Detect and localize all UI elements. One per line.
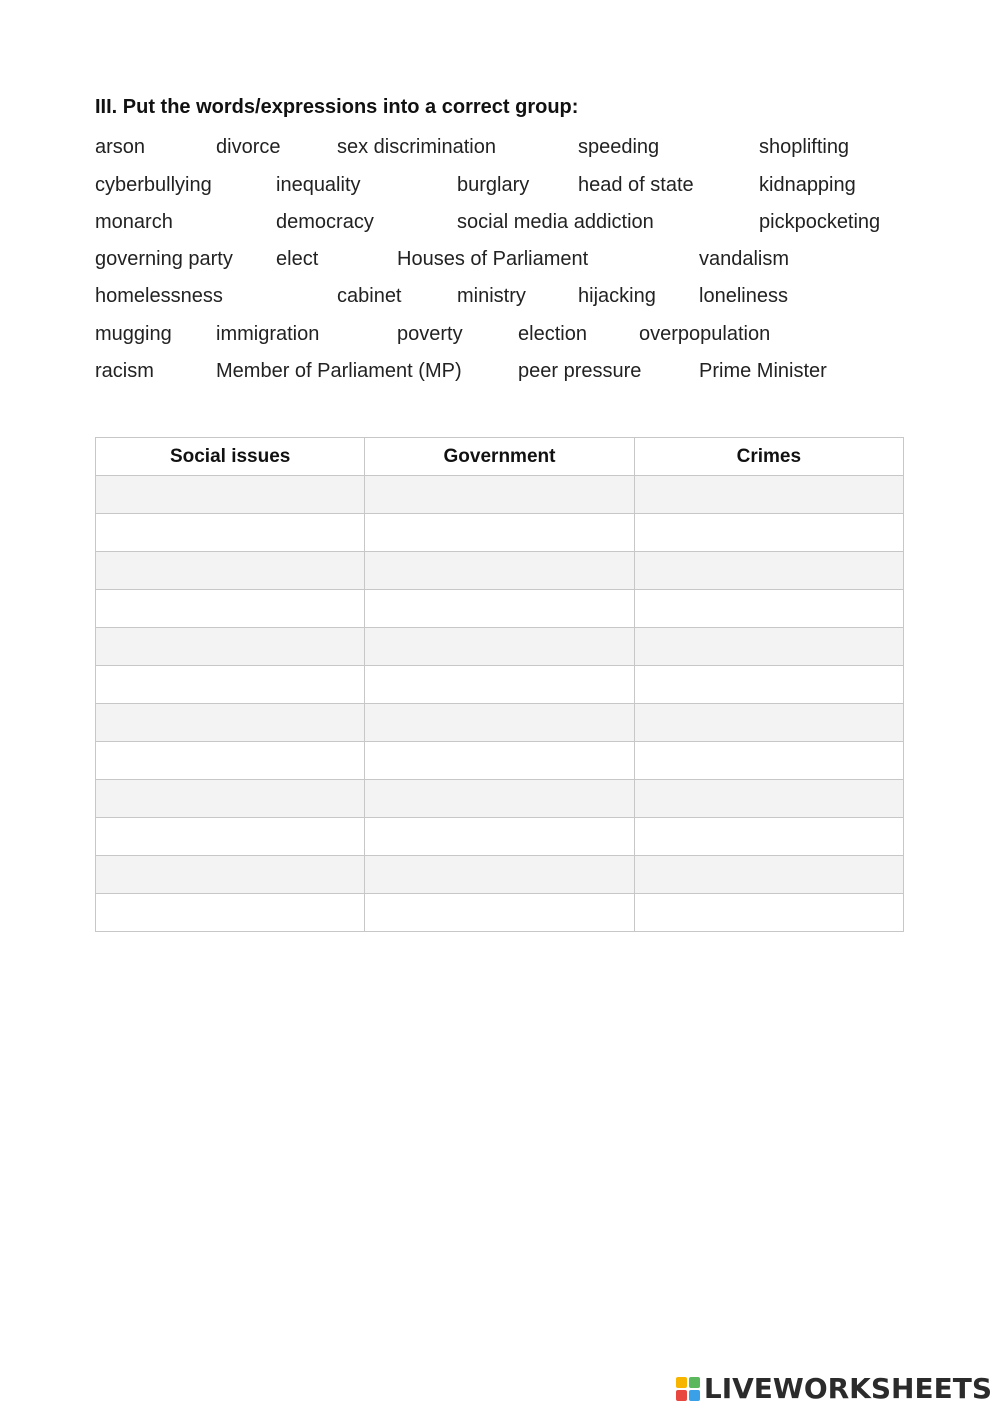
logo-square-icon (689, 1377, 700, 1388)
answer-cell[interactable] (365, 666, 634, 704)
word-item[interactable]: overpopulation (639, 323, 771, 345)
word-item[interactable]: cyberbullying (95, 174, 212, 196)
word-item[interactable]: elect (276, 248, 319, 270)
answer-cell[interactable] (365, 552, 634, 590)
word-item[interactable]: arson (95, 136, 146, 158)
answer-cell[interactable] (365, 742, 634, 780)
liveworksheets-logo-icon (676, 1377, 700, 1401)
answer-cell[interactable] (365, 856, 634, 894)
column-header-government: Government (365, 438, 634, 476)
answer-cell[interactable] (634, 590, 903, 628)
answer-cell[interactable] (634, 780, 903, 818)
table-row (96, 552, 904, 590)
answer-cell[interactable] (634, 856, 903, 894)
word-item[interactable]: burglary (457, 174, 530, 196)
answer-cell[interactable] (96, 628, 365, 666)
answer-cell[interactable] (634, 704, 903, 742)
word-item[interactable]: sex discrimination (337, 136, 496, 158)
word-item[interactable]: mugging (95, 323, 172, 345)
table-row (96, 818, 904, 856)
word-item[interactable]: ministry (457, 285, 526, 307)
table-row (96, 894, 904, 932)
column-header-social-issues: Social issues (96, 438, 365, 476)
table-row (96, 514, 904, 552)
word-item[interactable]: hijacking (578, 285, 656, 307)
answer-cell[interactable] (634, 476, 903, 514)
answer-cell[interactable] (365, 894, 634, 932)
answer-cell[interactable] (365, 514, 634, 552)
word-item[interactable]: Prime Minister (699, 360, 827, 382)
word-item[interactable]: loneliness (699, 285, 788, 307)
answer-cell[interactable] (365, 780, 634, 818)
word-item[interactable]: head of state (578, 174, 694, 196)
answer-cell[interactable] (634, 742, 903, 780)
answer-cell[interactable] (365, 704, 634, 742)
instruction-heading: III. Put the words/expressions into a correct group: (95, 96, 579, 118)
answer-cell[interactable] (365, 628, 634, 666)
logo-square-icon (676, 1390, 687, 1401)
table-header-row (96, 438, 904, 476)
answer-cell[interactable] (96, 818, 365, 856)
table-row (96, 666, 904, 704)
word-item[interactable]: racism (95, 360, 154, 382)
word-item[interactable]: poverty (397, 323, 463, 345)
answer-cell[interactable] (634, 666, 903, 704)
answer-cell[interactable] (634, 894, 903, 932)
answer-cell[interactable] (96, 780, 365, 818)
answer-cell[interactable] (365, 818, 634, 856)
answer-cell[interactable] (634, 514, 903, 552)
word-item[interactable]: governing party (95, 248, 233, 270)
table-row (96, 742, 904, 780)
answer-cell[interactable] (96, 704, 365, 742)
word-item[interactable]: divorce (216, 136, 281, 158)
word-item[interactable]: peer pressure (518, 360, 642, 382)
logo-square-icon (689, 1390, 700, 1401)
word-item[interactable]: Member of Parliament (MP) (216, 360, 462, 382)
answer-cell[interactable] (96, 742, 365, 780)
table-row (96, 856, 904, 894)
logo-text: LIVEWORKSHEETS (703, 1372, 992, 1405)
word-item[interactable]: election (518, 323, 587, 345)
answer-cell[interactable] (96, 476, 365, 514)
answer-cell[interactable] (96, 590, 365, 628)
answer-cell[interactable] (96, 552, 365, 590)
grouping-table (95, 437, 904, 932)
table-row (96, 628, 904, 666)
word-item[interactable]: Houses of Parliament (397, 248, 589, 270)
answer-cell[interactable] (96, 856, 365, 894)
word-item[interactable]: democracy (276, 211, 374, 233)
table-row (96, 780, 904, 818)
word-item[interactable]: immigration (216, 323, 320, 345)
table-row (96, 704, 904, 742)
answer-cell[interactable] (365, 590, 634, 628)
word-item[interactable]: vandalism (699, 248, 790, 270)
column-header-crimes: Crimes (634, 438, 903, 476)
word-item[interactable]: pickpocketing (759, 211, 881, 233)
answer-cell[interactable] (634, 818, 903, 856)
table-row (96, 590, 904, 628)
logo-square-icon (676, 1377, 687, 1388)
answer-cell[interactable] (96, 666, 365, 704)
word-item[interactable]: monarch (95, 211, 173, 233)
liveworksheets-logo (676, 1372, 992, 1405)
word-item[interactable]: social media addiction (457, 211, 654, 233)
word-item[interactable]: cabinet (337, 285, 402, 307)
word-item[interactable]: speeding (578, 136, 660, 158)
word-item[interactable]: kidnapping (759, 174, 856, 196)
answer-cell[interactable] (365, 476, 634, 514)
answer-cell[interactable] (96, 514, 365, 552)
answer-cell[interactable] (96, 894, 365, 932)
word-item[interactable]: inequality (276, 174, 361, 196)
answer-cell[interactable] (634, 552, 903, 590)
table-row (96, 476, 904, 514)
word-item[interactable]: shoplifting (759, 136, 850, 158)
word-item[interactable]: homelessness (95, 285, 223, 307)
answer-cell[interactable] (634, 628, 903, 666)
